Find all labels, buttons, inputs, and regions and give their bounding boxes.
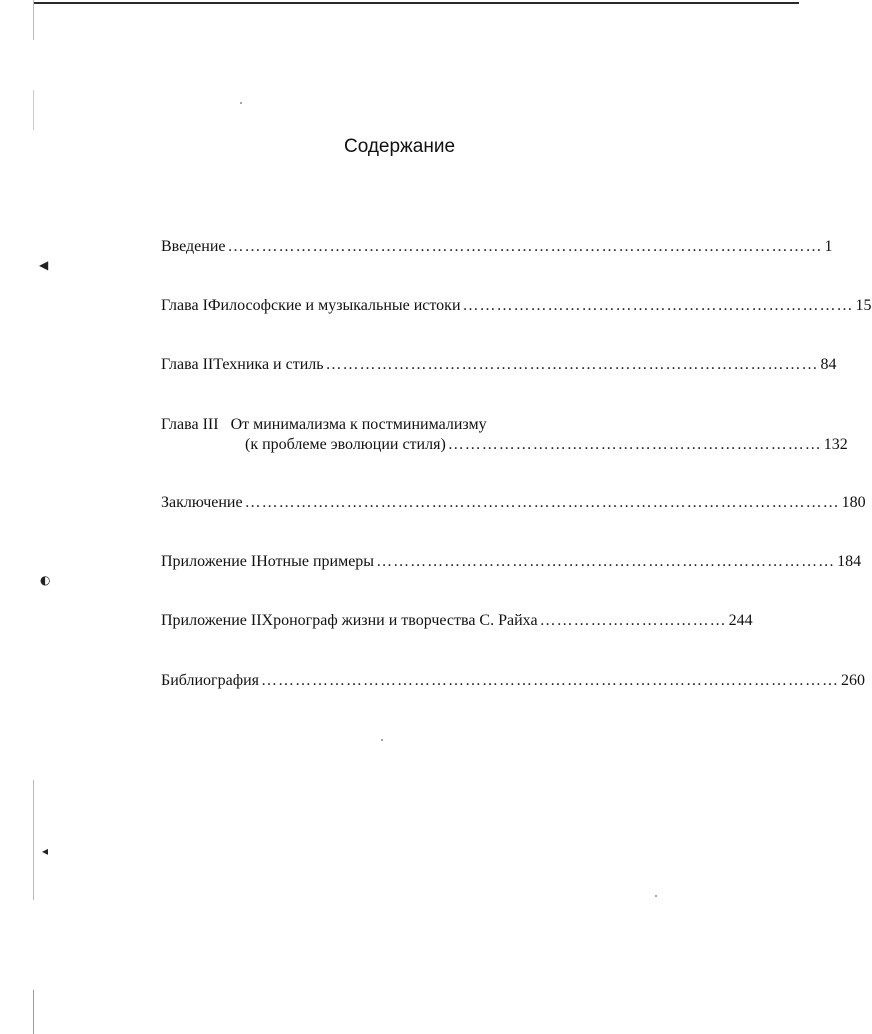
dot-leader: …………………………… xyxy=(539,612,727,629)
toc-entry-prefix: Глава II xyxy=(161,356,214,373)
scan-speck xyxy=(240,102,242,104)
toc-entry-prefix: Глава I xyxy=(161,297,208,314)
toc-entry-title: Нотные примеры xyxy=(256,553,375,570)
toc-entry-introduction[interactable] xyxy=(161,238,833,260)
toc-entry-prefix: Глава III xyxy=(161,416,219,433)
toc-entry-page: 184 xyxy=(837,553,862,570)
toc-entry-title: От минимализма к постминимализму xyxy=(230,416,487,433)
toc-entry-chapter-3-continuation[interactable] xyxy=(161,436,848,458)
toc-entry-page: 244 xyxy=(728,612,753,629)
page-title: Содержание xyxy=(343,136,456,157)
toc-entry-prefix: Приложение II xyxy=(161,612,262,629)
toc-entry-appendix-2[interactable] xyxy=(161,612,753,634)
toc-entry-subtitle: (к проблеме эволюции стиля) xyxy=(245,436,446,453)
toc-entry-chapter-3[interactable] xyxy=(161,416,679,438)
toc-entry-page: 180 xyxy=(841,494,866,511)
dot-leader: …………………………………………………………………………………………… xyxy=(227,238,823,255)
top-border-line xyxy=(33,2,799,4)
toc-entry-page: 132 xyxy=(823,436,848,453)
toc-entry-bibliography[interactable] xyxy=(161,672,865,694)
toc-entry-title: Заключение xyxy=(161,494,243,511)
toc-entry-page: 84 xyxy=(820,356,837,373)
dot-leader: …………………………………………………………… xyxy=(462,297,854,314)
scan-speck xyxy=(655,895,657,897)
dot-leader: …………………………………………………………………………… xyxy=(325,356,819,373)
dot-leader: ……………………………………………………………………… xyxy=(376,553,836,570)
toc-entry-prefix: Приложение I xyxy=(161,553,257,570)
toc-entry-title: Введение xyxy=(161,238,226,255)
toc-entry-appendix-1[interactable] xyxy=(161,553,862,575)
dot-leader: ………………………………………………………… xyxy=(447,436,822,453)
toc-entry-conclusion[interactable] xyxy=(161,494,866,516)
toc-entry-page: 15 xyxy=(855,297,872,314)
toc-entry-page: 260 xyxy=(841,672,865,689)
toc-entry-title: Техника и стиль xyxy=(213,356,324,373)
toc-entry-chapter-1[interactable] xyxy=(161,297,872,319)
punch-hole-mark-icon: ◂ xyxy=(42,844,49,858)
dot-leader: ………………………………………………………………………………………… xyxy=(261,672,839,689)
scan-speck xyxy=(381,739,383,741)
dot-leader: …………………………………………………………………………………………… xyxy=(244,494,840,511)
toc-entry-title: Библиография xyxy=(161,672,259,689)
toc-entry-title: Философские и музыкальные истоки xyxy=(207,297,461,314)
toc-entry-chapter-2[interactable] xyxy=(161,356,837,378)
punch-hole-mark-icon: ◀ xyxy=(39,258,49,272)
toc-entry-title: Хронограф жизни и творчества С. Райха xyxy=(261,612,538,629)
punch-hole-mark-icon: ◐ xyxy=(40,573,51,587)
toc-entry-page: 1 xyxy=(824,238,833,255)
